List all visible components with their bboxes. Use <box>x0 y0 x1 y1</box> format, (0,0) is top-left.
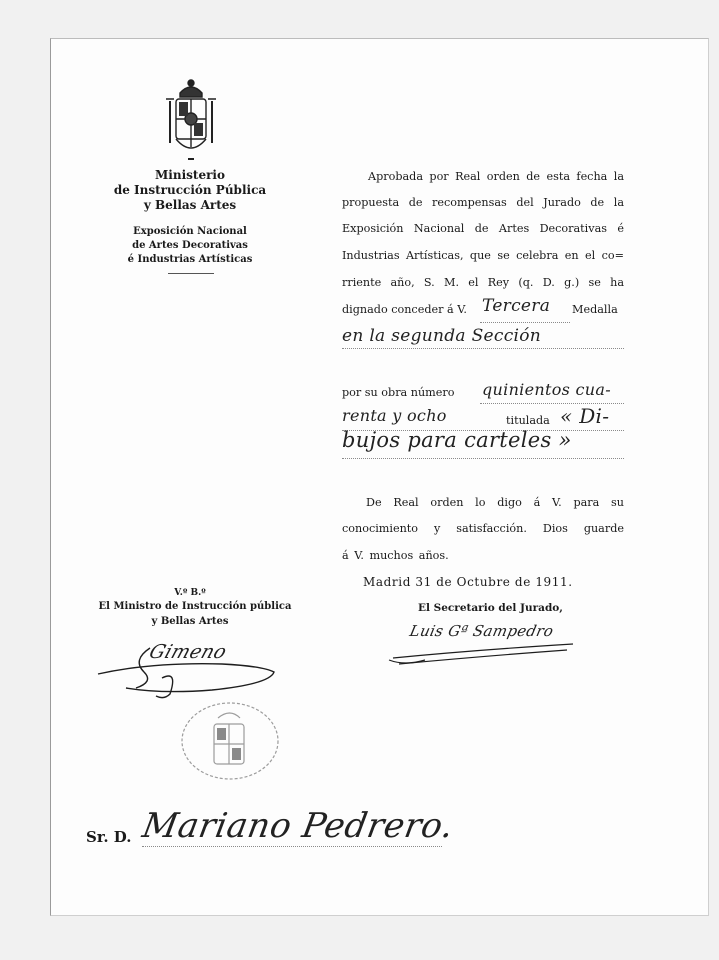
closing-line-3: á V. muchos años. <box>342 549 449 562</box>
body-line-4: Industrias Artísticas, que se celebra en el co= <box>342 249 624 262</box>
medal-class-handwritten: Tercera <box>482 296 551 316</box>
minister-signature: Gimeno <box>146 641 230 663</box>
closing-line-1: De Real orden lo digo á V. para su <box>366 496 624 509</box>
body-line-1: Aprobada por Real orden de esta fecha la <box>368 170 624 183</box>
body-line-5: rriente año, S. M. el Rey (q. D. g.) se ha <box>342 276 624 289</box>
secretary-signature-flourish <box>385 630 585 670</box>
ministry-line-1: Ministerio <box>155 168 225 182</box>
dotted-line <box>142 846 442 847</box>
body-line-2: propuesta de recompensas del Jurado de la <box>342 196 624 209</box>
ministry-line-3: y Bellas Artes <box>143 198 237 212</box>
title-handwritten-start: « Di- <box>560 404 610 428</box>
body-line-8-start: por su obra número <box>342 386 455 399</box>
dotted-line <box>480 322 570 323</box>
exhibition-line-2: de Artes Decorativas <box>132 240 248 251</box>
exhibition-line-3: é Industrias Artísticas <box>127 254 253 265</box>
minister-title-2: y Bellas Artes <box>151 616 229 627</box>
date-line: Madrid 31 de Octubre de 1911. <box>363 575 573 589</box>
approval-mark: V.º B.º <box>174 588 206 598</box>
minister-signature-flourish <box>92 640 282 700</box>
work-number-handwritten: quinientos cua- <box>482 380 611 399</box>
dotted-line <box>342 348 624 349</box>
section-handwritten: en la segunda Sección <box>342 326 542 346</box>
addressee-prefix: Sr. D. <box>86 828 132 846</box>
closing-line-2: conocimiento y satisfacción. Dios guarde <box>342 522 624 535</box>
seal-stamp-icon <box>178 700 283 782</box>
exhibition-line-1: Exposición Nacional <box>133 226 247 237</box>
ministry-line-2: de Instrucción Pública <box>113 183 267 197</box>
work-number-handwritten-cont: renta y ocho <box>342 406 447 425</box>
secretary-title: El Secretario del Jurado, <box>418 602 563 614</box>
body-line-3: Exposición Nacional de Artes Decorativas é <box>342 222 624 235</box>
addressee-name: Mariano Pedrero. <box>139 806 457 846</box>
coat-of-arms-icon <box>162 77 220 163</box>
letterhead-rule <box>168 273 214 274</box>
minister-title-1: El Ministro de Instrucción pública <box>98 601 292 612</box>
body-line-6-end: Medalla <box>572 303 618 316</box>
titled-label: titulada <box>506 414 550 427</box>
title-handwritten-cont: bujos para carteles » <box>342 428 572 452</box>
dotted-line <box>342 458 624 459</box>
body-line-6-start: dignado conceder á V. <box>342 303 467 316</box>
secretary-signature: Luis Gª Sampedro <box>408 622 556 640</box>
